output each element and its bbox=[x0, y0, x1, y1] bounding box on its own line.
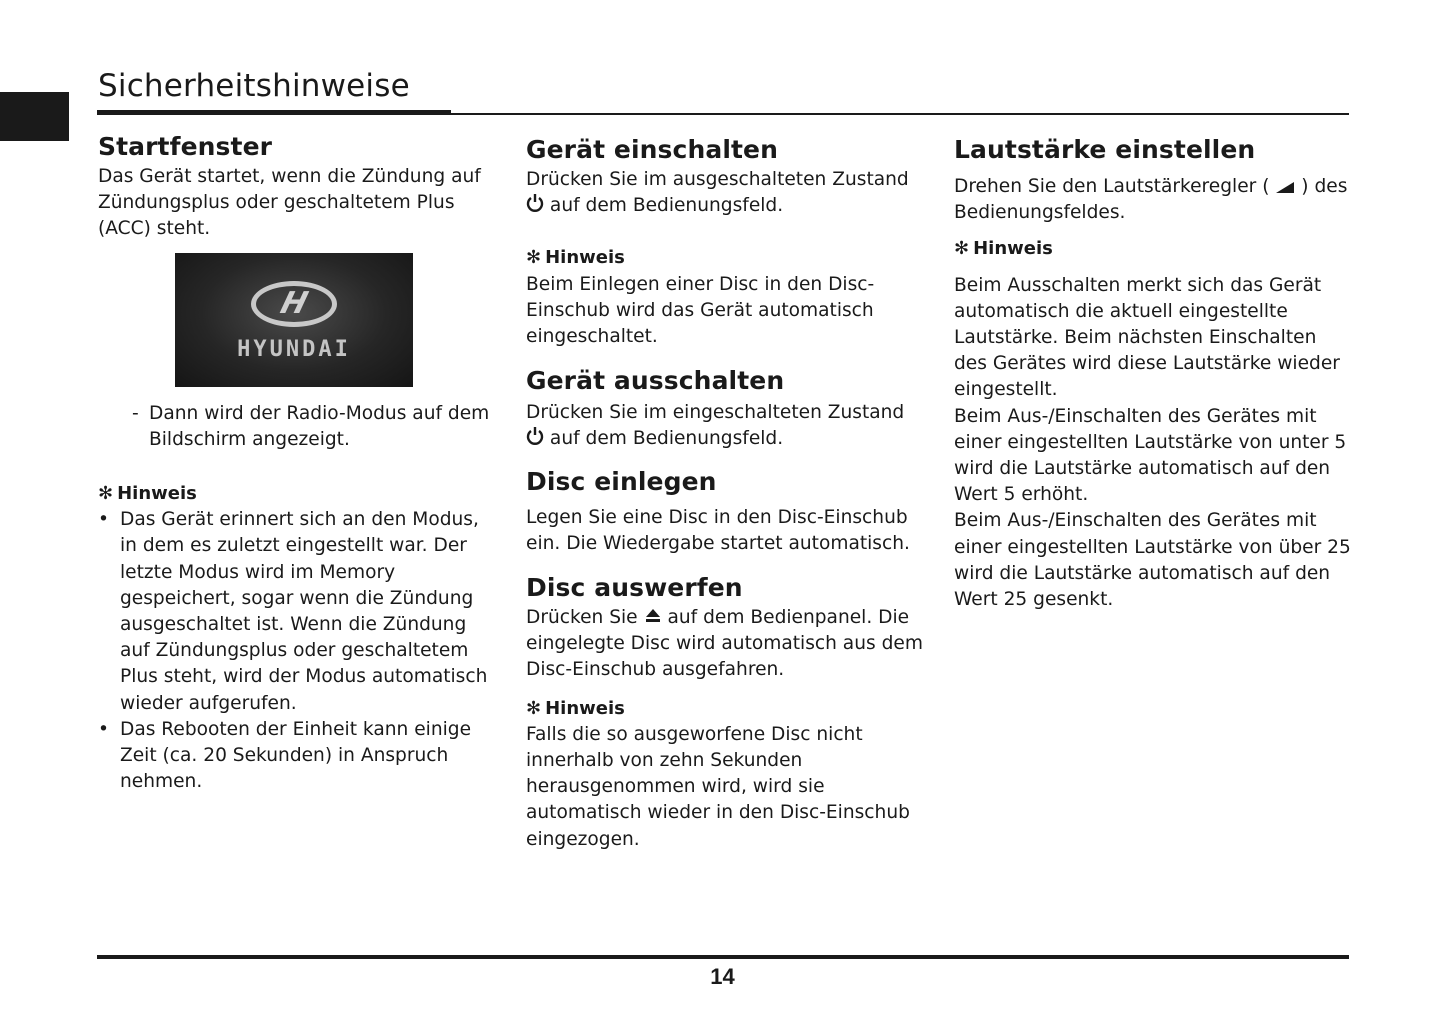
note-bullet-list bbox=[98, 507, 498, 795]
section-text: Legen Sie eine Disc in den Disc-Einschub ein. Die Wiedergabe startet automatisch. bbox=[526, 506, 910, 554]
note-paragraph: Beim Ausschalten merkt sich das Gerät automatisch die aktuell eingestellte Lautstärke. Beim nächsten Einschalten des Gerätes wird diese Lautstärke wieder eingestellt. bbox=[954, 274, 1340, 401]
note-block bbox=[954, 236, 1354, 613]
note-paragraph: Beim Aus-/Einschalten des Gerätes mit einer eingestellten Lautstärke von über 25 wird die Lautstärke automatisch auf den Wert 25 gesenkt. bbox=[954, 510, 1351, 611]
section-geraet-einschalten bbox=[526, 133, 926, 219]
title-underline-thick bbox=[97, 110, 451, 115]
page-number: 14 bbox=[710, 964, 735, 989]
dash-list-item: - Dann wird der Radio-Modus auf dem Bildschirm angezeigt. bbox=[132, 402, 490, 450]
section-disc-einlegen bbox=[526, 465, 926, 557]
note-block bbox=[526, 696, 926, 853]
section-startfenster bbox=[98, 130, 498, 453]
column-middle bbox=[526, 130, 926, 853]
section-heading: Gerät ausschalten bbox=[526, 366, 785, 396]
note-title: ✻ Hinweis bbox=[954, 238, 1053, 260]
title-underline-thin bbox=[451, 113, 1349, 115]
power-icon bbox=[526, 426, 544, 446]
page-title: Sicherheitshinweise bbox=[98, 68, 410, 104]
note-block bbox=[526, 245, 926, 350]
footer-rule bbox=[97, 955, 1349, 959]
asterisk-icon: ✻ bbox=[526, 247, 542, 269]
section-text: Drücken Sie im eingeschalteten Zustand auf dem Bedienungsfeld. bbox=[526, 402, 905, 450]
bullet-item: • Das Gerät erinnert sich an den Modus, in dem es zuletzt eingestellt war. Der letzte Modus wird im Memory gespeichert, sogar wenn die Zündung ausgeschaltet ist. Wenn die Zündung auf Zündungsplus oder geschaltetem Plus steht, wird der Modus automatisch wieder aufgerufen. bbox=[98, 509, 488, 714]
section-heading: Gerät einschalten bbox=[526, 135, 778, 164]
section-lautstaerke bbox=[954, 133, 1354, 226]
section-text: Das Gerät startet, wenn die Zündung auf Zündungsplus oder geschaltetem Plus (ACC) steht. bbox=[98, 166, 481, 240]
section-heading: Lautstärke einstellen bbox=[954, 135, 1256, 164]
section-heading: Disc einlegen bbox=[526, 466, 717, 496]
note-title: ✻ Hinweis bbox=[526, 247, 625, 269]
asterisk-icon: ✻ bbox=[98, 483, 114, 505]
note-text: Falls die so ausgeworfene Disc nicht innerhalb von zehn Sekunden herausgenommen wird, wird sie automatisch wieder in den Disc-Einschub eingezogen. bbox=[526, 723, 910, 850]
section-tab-marker bbox=[0, 92, 69, 141]
section-text: Drücken Sie im ausgeschalteten Zustand auf dem Bedienungsfeld. bbox=[526, 169, 909, 217]
note-text: Beim Einlegen einer Disc in den Disc-Einschub wird das Gerät automatisch eingeschaltet. bbox=[526, 273, 875, 348]
hyundai-logo-icon: H bbox=[251, 281, 337, 327]
column-right bbox=[954, 130, 1354, 613]
startup-screen-image bbox=[175, 253, 413, 387]
logo-wordmark: HYUNDAI bbox=[237, 336, 351, 362]
section-heading: Startfenster bbox=[98, 132, 273, 161]
section-disc-auswerfen bbox=[526, 571, 926, 684]
power-icon bbox=[526, 193, 544, 213]
note-title: ✻ Hinweis bbox=[526, 697, 625, 719]
bullet-item: • Das Rebooten der Einheit kann einige Zeit (ca. 20 Sekunden) in Anspruch nehmen. bbox=[98, 718, 472, 793]
note-paragraph: Beim Aus-/Einschalten des Gerätes mit einer eingestellten Lautstärke von unter 5 wird die Lautstärke automatisch auf den Wert 5 erhöht. bbox=[954, 405, 1347, 506]
asterisk-icon: ✻ bbox=[526, 697, 542, 719]
eject-icon bbox=[644, 607, 662, 625]
volume-icon bbox=[1275, 180, 1295, 194]
section-geraet-ausschalten bbox=[526, 364, 926, 452]
note-title: ✻ Hinweis bbox=[98, 483, 197, 505]
asterisk-icon: ✻ bbox=[954, 238, 970, 260]
section-text: Drehen Sie den Lautstärkeregler ( ) des Bedienungsfeldes. bbox=[954, 176, 1348, 224]
note-block bbox=[98, 481, 498, 795]
section-heading: Disc auswerfen bbox=[526, 573, 743, 603]
column-left bbox=[98, 130, 498, 795]
section-text: Drücken Sie auf dem Bedienpanel. Die eingelegte Disc wird automatisch aus dem Disc-Einschub ausgefahren. bbox=[526, 607, 923, 681]
